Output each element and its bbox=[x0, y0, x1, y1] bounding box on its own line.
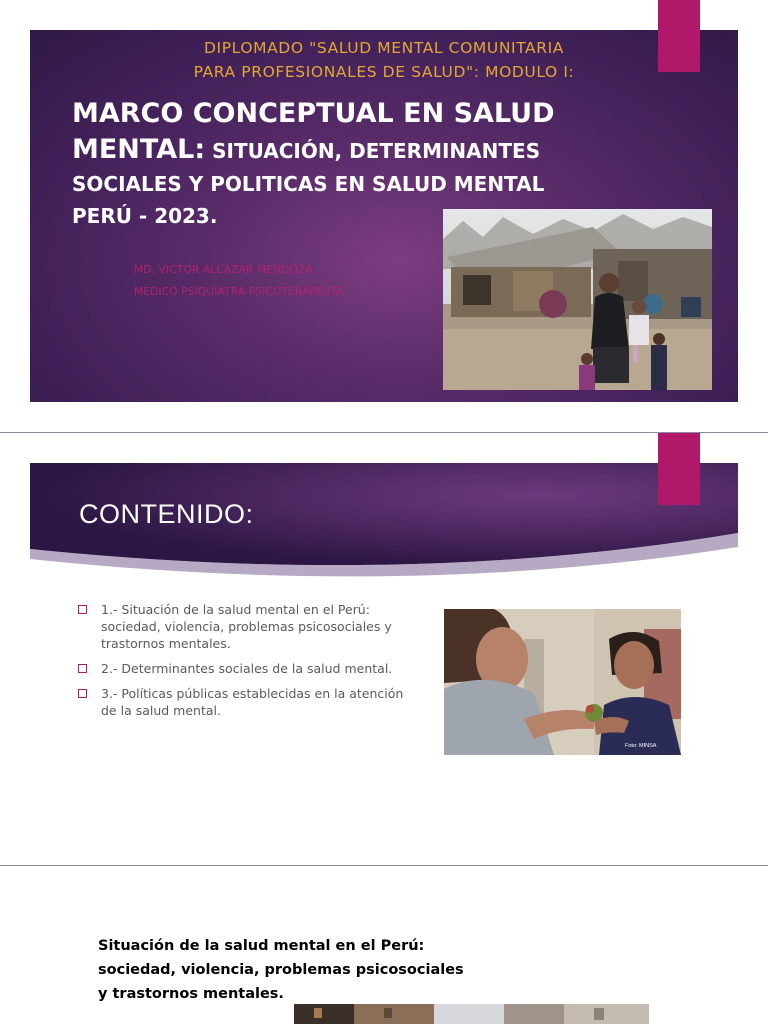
square-bullet-icon bbox=[78, 605, 87, 614]
kicker-line-2: PARA PROFESIONALES DE SALUD": MODULO I: bbox=[193, 63, 575, 81]
photo-credit: Foto: MINSA bbox=[625, 743, 657, 749]
accent-tab bbox=[658, 433, 700, 505]
author-role: MEDICO PSIQUÍATRA PSICOTERAPEUTA bbox=[134, 286, 344, 298]
title-slide bbox=[0, 0, 768, 432]
therapy-session-illustration bbox=[444, 609, 681, 755]
family-slum-photo bbox=[443, 209, 712, 390]
title-line-4: PERÚ - 2023. bbox=[72, 204, 218, 228]
title-line-2a: MENTAL: bbox=[72, 134, 206, 165]
list-item: 1.- Situación de la salud mental en el Perú: sociedad, violencia, problemas psicosociales y trastornos mentales. bbox=[78, 601, 408, 652]
therapy-session-photo bbox=[444, 609, 681, 755]
family-slum-illustration bbox=[443, 209, 712, 390]
section-slide bbox=[0, 866, 768, 1024]
title-line-2b: SITUACIÓN, DETERMINANTES bbox=[205, 139, 541, 163]
street-scene-illustration bbox=[294, 1004, 649, 1024]
author-name: MD. VICTOR ALCÁZAR MENDOZA bbox=[134, 264, 313, 276]
section-heading: Situación de la salud mental en el Perú: sociedad, violencia, problemas psicosociales y trastornos mentales. bbox=[98, 938, 464, 1002]
course-kicker bbox=[30, 36, 738, 84]
street-scene-photo bbox=[294, 1004, 649, 1024]
contents-heading: CONTENIDO: bbox=[79, 499, 254, 529]
kicker-line-1: DIPLOMADO "SALUD MENTAL COMUNITARIA bbox=[203, 39, 565, 57]
title-line-3: SOCIALES Y POLITICAS EN SALUD MENTAL bbox=[72, 172, 545, 196]
list-item: 2.- Determinantes sociales de la salud mental. bbox=[78, 660, 408, 677]
contents-slide bbox=[0, 433, 768, 865]
contents-list bbox=[78, 601, 408, 727]
square-bullet-icon bbox=[78, 664, 87, 673]
title-line-1: MARCO CONCEPTUAL EN SALUD bbox=[72, 98, 555, 129]
square-bullet-icon bbox=[78, 689, 87, 698]
list-item: 3.- Políticas públicas establecidas en la atención de la salud mental. bbox=[78, 685, 408, 719]
